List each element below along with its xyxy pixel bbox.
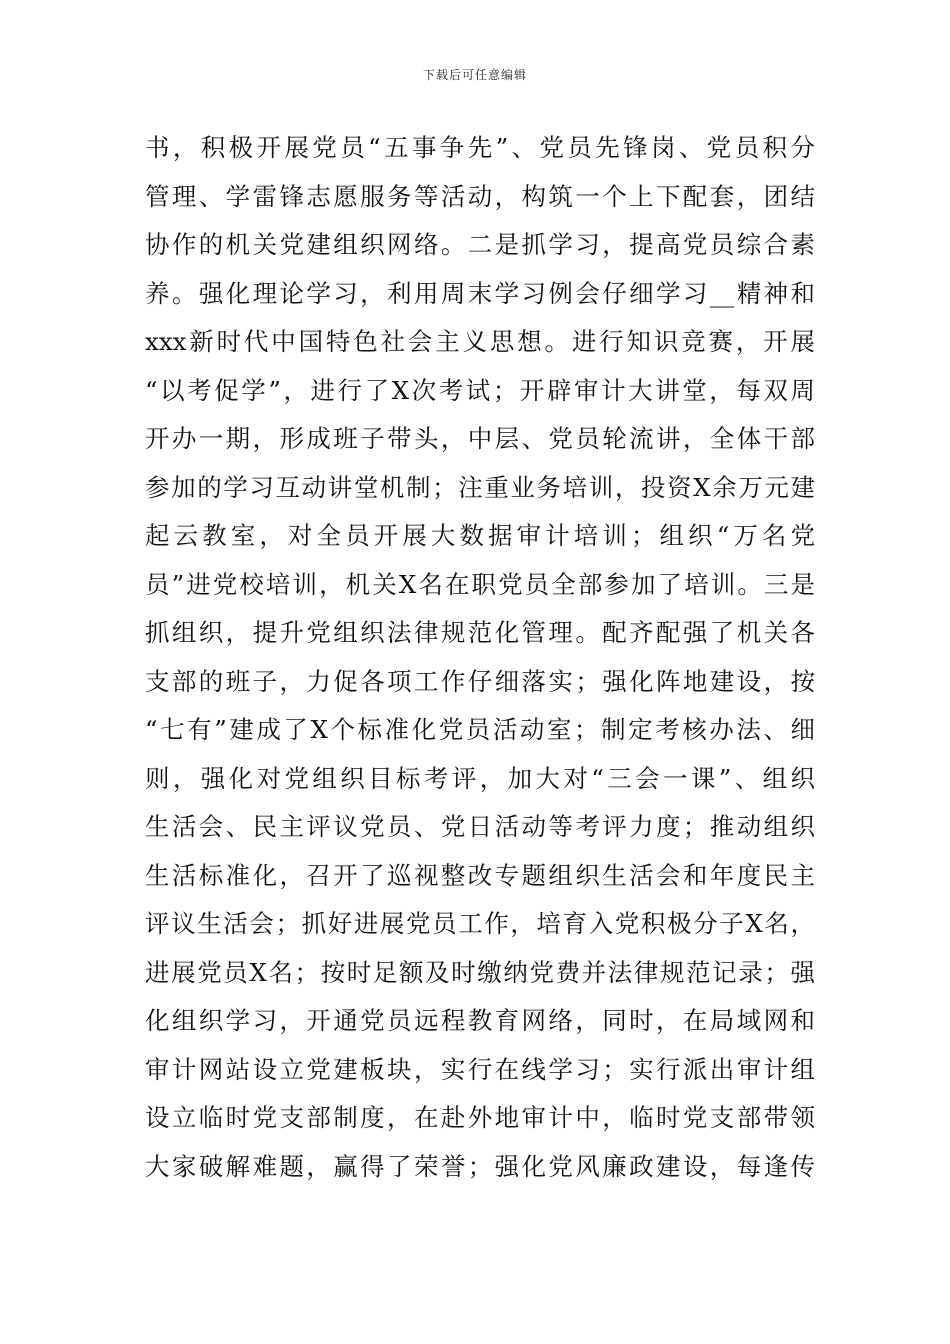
text-line: 养。强化理论学习，利用周末学习例会仔细学习__精神和 — [145, 278, 815, 308]
text-line: 评议生活会；抓好进展党员工作，培育入党积极分子X名， — [145, 909, 815, 938]
text-line: 开办一期，形成班子带头，中层、党员轮流讲，全体干部 — [145, 424, 815, 453]
text-line: 生活标准化，召开了巡视整改专题组织生活会和年度民主 — [145, 860, 815, 890]
text-line: 进展党员X名；按时足额及时缴纳党费并法律规范记录；强 — [145, 957, 815, 987]
text-line: 书，积极开展党员“五事争先”、党员先锋岗、党员积分 — [145, 133, 815, 162]
text-line: 则，强化对党组织目标考评，加大对“三会一课”、组织 — [145, 763, 815, 793]
text-line: 支部的班子，力促各项工作仔细落实；强化阵地建设，按 — [145, 666, 815, 696]
text-line: 大家破解难题，赢得了荣誉；强化党风廉政建设，每逢传 — [145, 1151, 815, 1181]
text-line: xxx新时代中国特色社会主义思想。进行知识竞赛，开展 — [145, 327, 815, 356]
text-line: 抓组织，提升党组织法律规范化管理。配齐配强了机关各 — [145, 618, 815, 647]
text-line: “以考促学”，进行了X次考试；开辟审计大讲堂，每双周 — [145, 375, 815, 405]
text-line: 设立临时党支部制度，在赴外地审计中，临时党支部带领 — [145, 1103, 815, 1132]
text-line: 生活会、民主评议党员、党日活动等考评力度；推动组织 — [145, 812, 815, 841]
text-line: 起云教室，对全员开展大数据审计培训；组织“万名党 — [145, 521, 815, 550]
text-line: 化组织学习，开通党员远程教育网络，同时，在局域网和 — [145, 1006, 815, 1035]
text-line: 员”进党校培训，机关X名在职党员全部参加了培训。三是 — [145, 569, 815, 599]
text-line: 审计网站设立党建板块，实行在线学习；实行派出审计组 — [145, 1054, 815, 1084]
body-text — [145, 124, 815, 1191]
text-line: 协作的机关党建组织网络。二是抓学习，提高党员综合素 — [145, 230, 815, 259]
text-line: “七有”建成了X个标准化党员活动室；制定考核办法、细 — [145, 715, 815, 744]
page-header: 下载后可任意编辑 — [422, 68, 527, 82]
text-line: 参加的学习互动讲堂机制；注重业务培训，投资X余万元建 — [145, 472, 815, 502]
text-line: 管理、学雷锋志愿服务等活动，构筑一个上下配套，团结 — [145, 181, 815, 211]
